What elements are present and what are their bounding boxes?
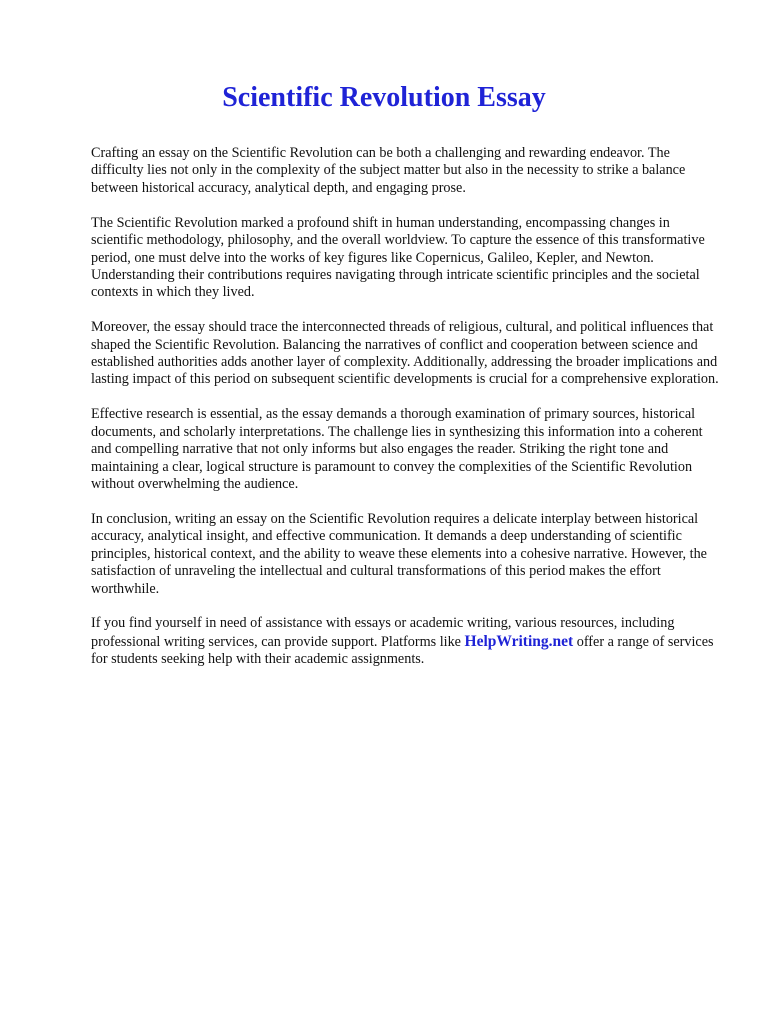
paragraph-6-text-before-link: If you find yourself in need of assistance with essays or academic writing, various resources, including professional writing services, can provide support. Platforms like (91, 615, 675, 650)
paragraph-5: In conclusion, writing an essay on the Scientific Revolution requires a delicate interplay between historical accuracy, analytical insight, and effective communication. It demands a deep understanding of scientific principles, historical context, and the ability to weave these elements into a cohesive narrative. However, the satisfaction of unraveling the intellectual and cultural transformations of this period makes the effort worthwhile. (91, 510, 707, 597)
document-title: Scientific Revolution Essay (222, 82, 546, 113)
helpwriting-link[interactable]: HelpWriting.net (464, 632, 574, 650)
paragraph-3: Moreover, the essay should trace the interconnected threads of religious, cultural, and political influences that shaped the Scientific Revolution. Balancing the narratives of conflict and cooperation between science and established authorities adds another layer of complexity. Additionally, addressing the broader implications and lasting impact of this period on subsequent scientific developments is crucial for a comprehensive exploration. (91, 319, 719, 388)
document-body (91, 145, 721, 686)
paragraph-2: The Scientific Revolution marked a profound shift in human understanding, encompassing changes in scientific methodology, philosophy, and the overall worldview. To capture the essence of this transformative period, one must delve into the works of key figures like Copernicus, Galileo, Kepler, and Newton. Understanding their contributions requires navigating through intricate scientific principles and the societal contexts in which they lived. (91, 214, 705, 301)
paragraph-6 (91, 615, 721, 668)
paragraph-4: Effective research is essential, as the essay demands a thorough examination of primary sources, historical documents, and scholarly interpretations. The challenge lies in synthesizing this information into a coherent and compelling narrative that not only informs but also engages the reader. Striking the right tone and maintaining a clear, logical structure is paramount to convey the complexities of the Scientific Revolution without overwhelming the audience. (91, 406, 703, 492)
paragraph-6-text-after-link: offer a range of services for students seeking help with their academic assignments. (91, 633, 714, 668)
paragraph-1: Crafting an essay on the Scientific Revolution can be both a challenging and rewarding endeavor. The difficulty lies not only in the complexity of the subject matter but also in the necessity to strike a balance between historical accuracy, analytical depth, and engaging prose. (91, 145, 686, 196)
